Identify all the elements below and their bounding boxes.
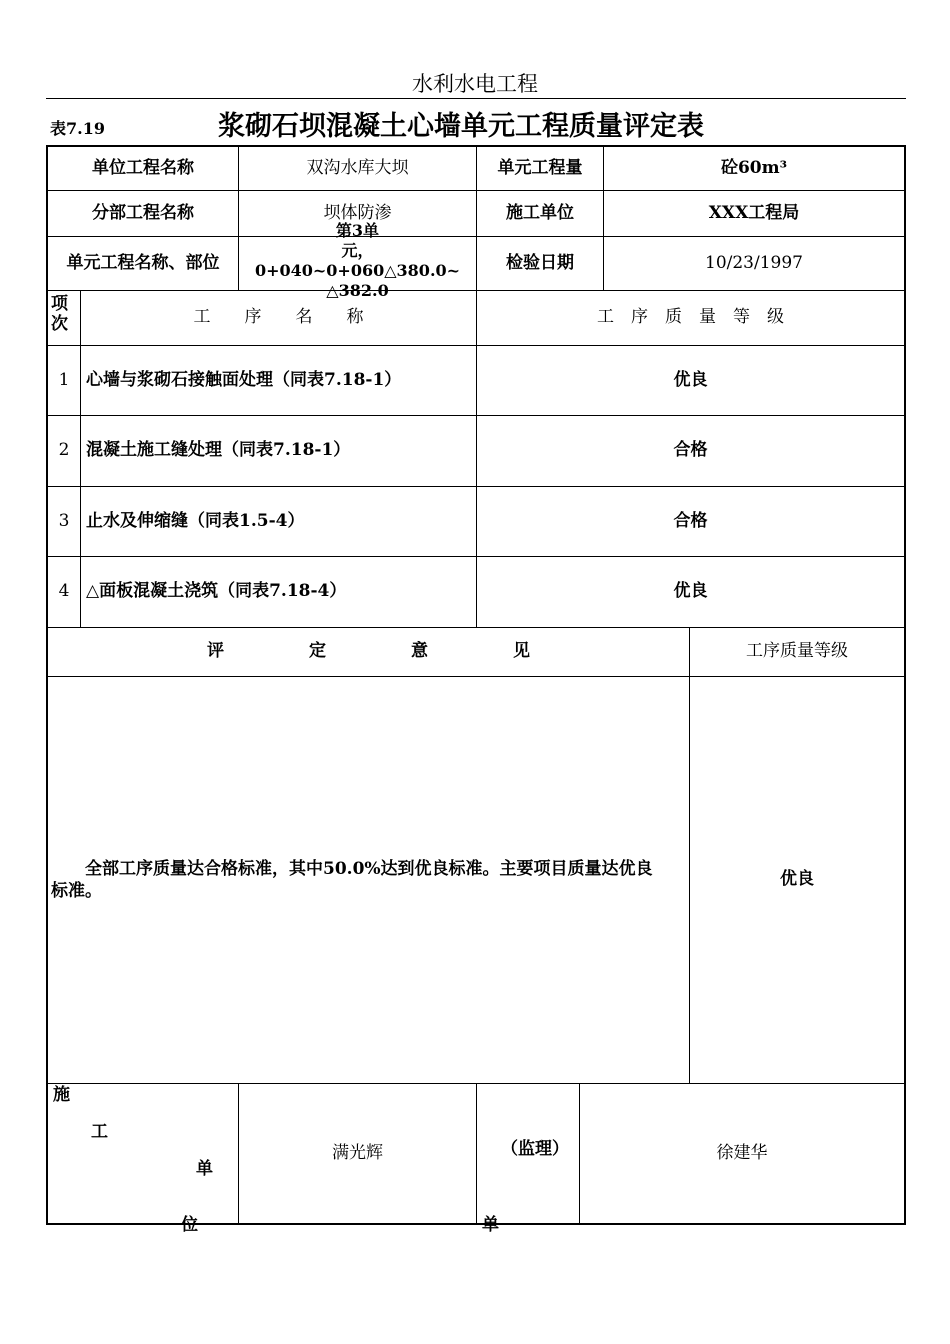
opinion-text-body: 全部工序质量达合格标准，其中50.0%达到优良标准。主要项目质量达优良标准。 (51, 859, 653, 901)
contractor-char-4: 位 (181, 1215, 198, 1235)
assessment-grade-value: 优良 (780, 869, 814, 890)
form-title: 浆砌石坝混凝土心墙单元工程质量评定表 (218, 111, 704, 142)
assessment-grade-header: 工序质量等级 (746, 641, 848, 662)
row-4-name: △面板混凝土浇筑（同表7.18-4） (86, 581, 347, 602)
header-rule (46, 98, 906, 99)
opinion-text (48, 677, 689, 1083)
contractor-label: 施工单位 (506, 202, 574, 223)
process-name-header: 工 序 名 称 (193, 307, 364, 328)
contractor-char-2: 工 (91, 1122, 108, 1142)
seq-header-line1: 项 (51, 294, 68, 314)
unit-project-label: 单位工程名称 (92, 157, 194, 178)
unit-project-value: 双沟水库大坝 (306, 157, 409, 178)
contractor-signer: 满光辉 (332, 1142, 383, 1163)
row-2-name: 混凝土施工缝处理（同表7.18-1） (86, 440, 351, 461)
row-2-grade: 合格 (673, 440, 708, 461)
row-4-no: 4 (58, 581, 70, 602)
row-1-no: 1 (58, 369, 70, 390)
row-4-grade: 优良 (673, 581, 708, 602)
element-value-line2: 元，0+040~0+060△380.0~ (254, 240, 461, 280)
contractor-value: XXX工程局 (708, 202, 800, 223)
row-3-grade: 合格 (673, 510, 708, 531)
division-label: 分部工程名称 (92, 202, 194, 223)
element-value-line1: 第3单 (335, 220, 380, 240)
supervisor-label: （监理） (501, 1139, 569, 1159)
row-3-no: 3 (58, 510, 70, 531)
row-3-name: 止水及伸缩缝（同表1.5-4） (86, 510, 305, 531)
row-1-name: 心墙与浆砌石接触面处理（同表7.18-1） (86, 369, 402, 390)
unit-quantity-value: 砼60m³ (720, 157, 788, 178)
division-value: 坝体防渗 (323, 202, 392, 223)
element-label: 单元工程名称、部位 (66, 252, 220, 273)
opinion-header: 评 定 意 见 (207, 641, 530, 662)
supervisor-unit-label (477, 1084, 579, 1235)
seq-header-line2: 次 (51, 314, 68, 334)
table-number: 表7.19 (50, 119, 105, 138)
inspection-date-label: 检验日期 (506, 252, 574, 273)
element-value (239, 220, 476, 300)
supervisor-signer: 徐建华 (716, 1142, 768, 1163)
publication-title: 水利水电工程 (412, 72, 538, 96)
supervisor-char: 单 (482, 1215, 499, 1235)
element-value-line3: △382.0 (326, 280, 389, 300)
seq-header (48, 294, 80, 340)
contractor-char-3: 单 (196, 1159, 213, 1179)
contractor-unit-label (48, 1084, 238, 1235)
row-2-no: 2 (58, 440, 70, 461)
process-grade-header: 工 序 质 量 等 级 (597, 307, 784, 328)
unit-quantity-label: 单元工程量 (497, 157, 583, 178)
row-1-grade: 优良 (673, 369, 708, 390)
contractor-char-1: 施 (53, 1085, 70, 1105)
inspection-date-value: 10/23/1997 (705, 252, 803, 273)
